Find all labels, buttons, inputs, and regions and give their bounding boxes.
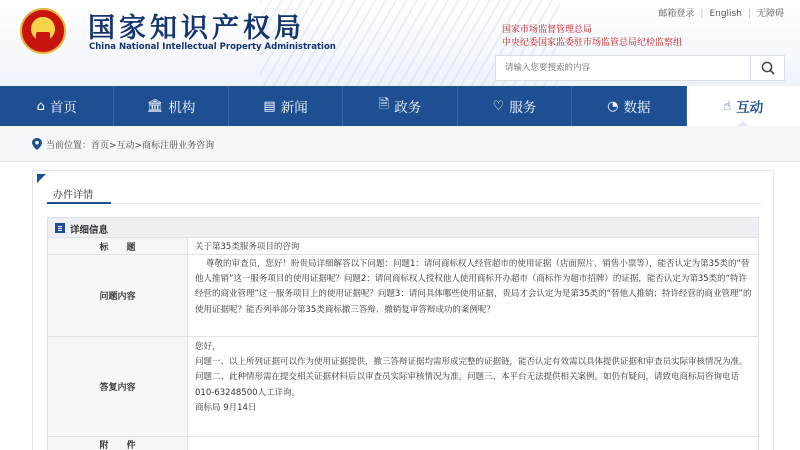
nav-item-data[interactable]: ◔ 数据: [572, 86, 686, 126]
table-row-answer: [48, 337, 758, 437]
english-link[interactable]: English: [709, 9, 742, 19]
answer-body: 问题一、以上所列证据可以作为使用证据提供，撤三答辩证据均需形成完整的证据链，能否认定有效需以具体提供证据和审查员实际审核情况为准。问题二、此种情形需在提交相关证据材料后以审查员实际审核情况为准。问题三、本平台无法提供相关案例。如仍有疑问，请致电商标局咨询电话010-63248500人工详询。: [195, 357, 748, 398]
home-icon: ⌂: [36, 98, 45, 114]
detail-table: [47, 217, 759, 450]
search-button[interactable]: [750, 56, 784, 80]
nav-item-organization[interactable]: 🏛 机构: [114, 86, 228, 126]
mail-login-link[interactable]: 邮箱登录: [658, 9, 695, 19]
tab-divider: [45, 203, 761, 204]
handshake-icon: ♡: [492, 98, 505, 114]
title-value: 关于第35类服务项目的咨询: [195, 242, 300, 252]
breadcrumb-path[interactable]: 首页>互动>商标注册业务咨询: [91, 141, 215, 151]
location-pin-icon: [32, 138, 42, 150]
table-row-attachment: [48, 437, 758, 450]
answer-label: 答复内容: [48, 337, 188, 436]
main-nav: [0, 86, 800, 126]
bank-icon: 🏛: [146, 98, 164, 114]
nav-item-news[interactable]: ▤ 新闻: [229, 86, 343, 126]
accessibility-link[interactable]: 无障碍: [756, 9, 784, 19]
tab-detail[interactable]: 办件详情: [53, 190, 93, 201]
breadcrumb: [0, 126, 800, 162]
pie-chart-icon: ◔: [607, 98, 619, 114]
discipline-link[interactable]: 中央纪委国家监委驻市场监管总局纪检监察组: [502, 38, 683, 48]
nav-item-interaction[interactable]: ☝ 互动: [687, 86, 800, 126]
tab-active-underline: [47, 202, 111, 204]
samr-link[interactable]: 国家市场监督管理总局: [502, 25, 593, 35]
hand-icon: ☝: [723, 98, 732, 114]
table-row-title: [48, 238, 758, 255]
question-value: 尊敬的审查员，您好！盼贵局详细解答以下问题：问题1：请问商标权人经营超市的使用证据（店面照片、销售小票等），能否认定为第35类的“替他人推销”这一服务项目的使用证据呢？问题2：请问商标权人授权他人使用商标开办超市（商标作为超市招牌）的证据，能否认定为第35类的“特许经营的商业管理”这一服务项目上的使用证据呢？问题3：请问具体哪些使用证据，贵局才会认定为是第35类的“替他人推销；特许经营的商业管理”的使用证据呢？能否列举部分第35类商标撤三答辩、撤销复审答辩成功的案例呢？: [195, 259, 752, 315]
title-label: 标 题: [48, 238, 188, 254]
answer-greeting: 您好，: [195, 342, 221, 352]
search-icon: [761, 61, 775, 75]
detail-panel: [32, 170, 774, 450]
detail-header-title: 详细信息: [70, 225, 109, 236]
news-icon: ▤: [263, 98, 276, 114]
breadcrumb-prefix: 当前位置：: [46, 141, 92, 151]
detail-header: [48, 218, 758, 238]
search-box: [495, 55, 785, 81]
top-links: 邮箱登录 | English | 无障碍: [652, 6, 790, 19]
site-title-english: China National Intellectual Property Administration: [89, 42, 336, 52]
nav-item-government-affairs[interactable]: 🗎 政务: [343, 86, 457, 126]
search-input[interactable]: [496, 56, 748, 80]
corner-marker: [37, 174, 46, 183]
question-label: 问题内容: [48, 255, 188, 336]
answer-value: [195, 340, 755, 416]
site-header: [0, 0, 800, 86]
breadcrumb-text: [46, 138, 214, 151]
list-icon: [55, 223, 65, 233]
national-emblem-icon[interactable]: ★: [20, 8, 66, 54]
nav-item-home[interactable]: ⌂ 首页: [0, 86, 114, 126]
table-row-question: [48, 255, 758, 337]
site-title[interactable]: 国家知识产权局: [88, 13, 305, 44]
document-icon: 🗎: [378, 97, 390, 112]
answer-signature: 商标局 9月14日: [195, 402, 257, 413]
nav-item-services[interactable]: ♡ 服务: [458, 86, 572, 126]
attachment-label: 附 件: [48, 437, 188, 450]
